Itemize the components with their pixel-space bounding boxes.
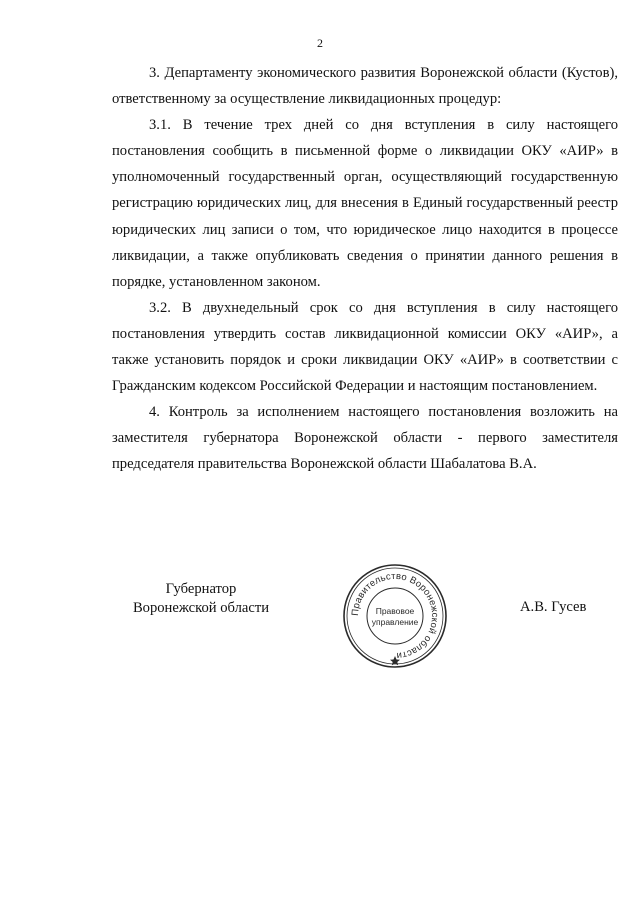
paragraph-3-1: 3.1. В течение трех дней со дня вступления в силу настоящего постановления сообщить в письменной форме о ликвидации ОКУ «АИР» в уполномоченный государственный орган, осуществляющий государственную регистрацию юридических лиц, для внесения в Единый государственный реестр юридических лиц записи о том, что юридическое лицо находится в процессе ликвидации, а также опубликовать сведения о принятии данного решения в порядке, установленном законом. (112, 117, 618, 290)
stamp-center-line1: Правовое (375, 606, 415, 616)
signatory-name: А.В. Гусев (520, 599, 587, 615)
signatory-position (112, 580, 290, 618)
page-number: 2 (317, 36, 323, 50)
paragraph-4: 4. Контроль за исполнением настоящего постановления возложить на заместителя губернатора Воронежской области - первого заместителя председателя правительства Воронежской области Шабалатова В.А. (112, 404, 618, 473)
signatory-position-line2: Воронежской области (132, 600, 270, 616)
stamp-center-line2: управление (371, 617, 419, 627)
stamp-ring-text: Правительство Воронежской области (349, 570, 441, 662)
signatory-position-line1: Губернатор (165, 581, 237, 597)
paragraph-3: 3. Департаменту экономического развития Воронежской области (Кустов), ответственному за осуществление ликвидационных процедур: (112, 65, 618, 108)
official-stamp (342, 563, 448, 669)
stamp-seal-icon (342, 563, 448, 669)
paragraph-3-2: 3.2. В двухнедельный срок со дня вступления в силу настоящего постановления утвердить состав ликвидационной комиссии ОКУ «АИР», а также установить порядок и сроки ликвидации ОКУ «АИР» в соответствии с Гражданским кодексом Российской Федерации и настоящим постановлением. (112, 299, 618, 395)
